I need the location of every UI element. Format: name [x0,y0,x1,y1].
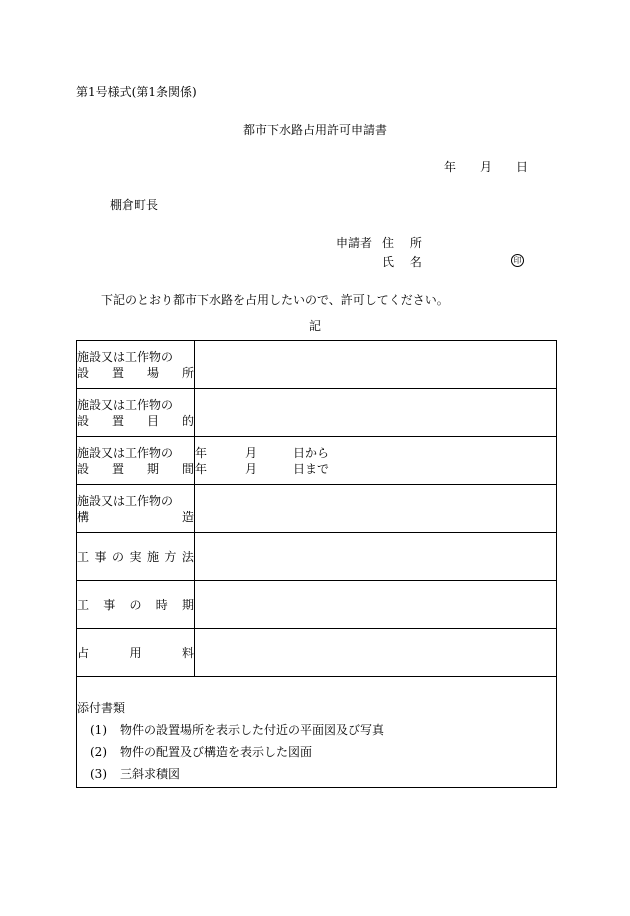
attachment-item [77,722,556,738]
label-char: 置 [111,413,124,428]
method-value-cell[interactable] [195,533,557,581]
addressee: 棚倉町長 [110,198,159,212]
label-char: 目 [146,413,159,428]
label-char: 構 [77,509,90,524]
date-day-label: 日 [516,160,529,174]
period-to-day: 日まで [293,461,330,476]
name-label: 氏 名 [382,255,428,269]
period-from-year: 年 [195,445,208,460]
timing-label-cell [77,581,195,629]
period-from-line [195,445,556,461]
structure-label-cell [77,485,195,533]
attachments-title: 添付書類 [77,700,126,715]
table-row-purpose [77,389,557,437]
timing-value-cell[interactable] [195,581,557,629]
request-statement: 下記のとおり都市下水路を占用したいので、許可してください。 [101,293,449,307]
table-row-structure [77,485,557,533]
period-label-line1: 施設又は工作物の [77,445,174,460]
table-row-location [77,341,557,389]
table-row-fee [77,629,557,677]
label-char: 場 [146,365,159,380]
table-row-period [77,437,557,485]
label-char: 造 [181,509,194,524]
structure-label-line1: 施設又は工作物の [77,493,174,508]
label-char: 置 [111,365,124,380]
label-char: 実 [129,550,142,564]
purpose-label-line1: 施設又は工作物の [77,397,174,412]
attachment-text: 三斜求積図 [120,766,181,781]
application-table [76,340,557,788]
label-char: 料 [181,646,194,660]
period-from-month: 月 [245,445,258,460]
address-label: 住 所 [382,236,428,250]
table-row-timing [77,581,557,629]
location-value-cell[interactable] [195,341,557,389]
label-char: 所 [181,365,194,380]
method-label-cell [77,533,195,581]
fee-label [77,644,194,661]
period-to-year: 年 [195,461,208,476]
fee-label-cell [77,629,195,677]
label-char: 施 [146,550,159,564]
attachment-number: (1) [90,722,107,737]
seal-mark: 印 [511,254,524,267]
label-char: 置 [111,461,124,476]
attachment-text: 物件の配置及び構造を表示した図面 [120,744,313,759]
label-char: 設 [77,461,90,476]
label-char: 期 [181,598,194,612]
attachment-item [77,744,556,760]
purpose-label-line2 [77,413,194,429]
method-label [77,548,194,565]
label-char: 工 [77,550,90,564]
label-char: 工 [77,598,90,612]
period-label-cell [77,437,195,485]
location-label-cell [77,341,195,389]
timing-label [77,596,194,613]
attachments-cell [77,677,557,788]
period-from-day: 日から [293,445,330,460]
label-char: 占 [77,646,90,660]
label-char: 設 [77,413,90,428]
label-char: 時 [155,598,168,612]
location-label-line1: 施設又は工作物の [77,349,174,364]
label-char: 事 [94,550,107,564]
structure-label-line2 [77,509,194,525]
document-title: 都市下水路占用許可申請書 [242,123,387,137]
table-row-attachments [77,677,557,788]
table-row-method [77,533,557,581]
period-to-line [195,461,556,477]
date-month-label: 月 [480,160,493,174]
purpose-value-cell[interactable] [195,389,557,437]
fee-value-cell[interactable] [195,629,557,677]
ki-label: 記 [308,319,321,333]
label-char: 期 [146,461,159,476]
label-char: 設 [77,365,90,380]
attachment-text: 物件の設置場所を表示した付近の平面図及び写真 [120,722,385,737]
label-char: 的 [181,413,194,428]
label-char: 事 [103,598,116,612]
location-label-line2 [77,365,194,381]
label-char: の [129,598,142,612]
structure-value-cell[interactable] [195,485,557,533]
attachment-number: (3) [90,766,107,781]
form-number: 第1号様式(第1条関係) [76,85,197,99]
attachment-number: (2) [90,744,107,759]
label-char: 間 [181,461,194,476]
period-label-line2 [77,461,194,477]
date-year-label: 年 [444,160,457,174]
label-char: 用 [129,646,142,660]
applicant-label: 申請者 [336,236,373,250]
period-value-cell[interactable] [195,437,557,485]
label-char: 方 [164,550,177,564]
label-char: 法 [181,550,194,564]
label-char: の [111,550,124,564]
period-to-month: 月 [245,461,258,476]
purpose-label-cell [77,389,195,437]
attachment-item [77,766,556,782]
